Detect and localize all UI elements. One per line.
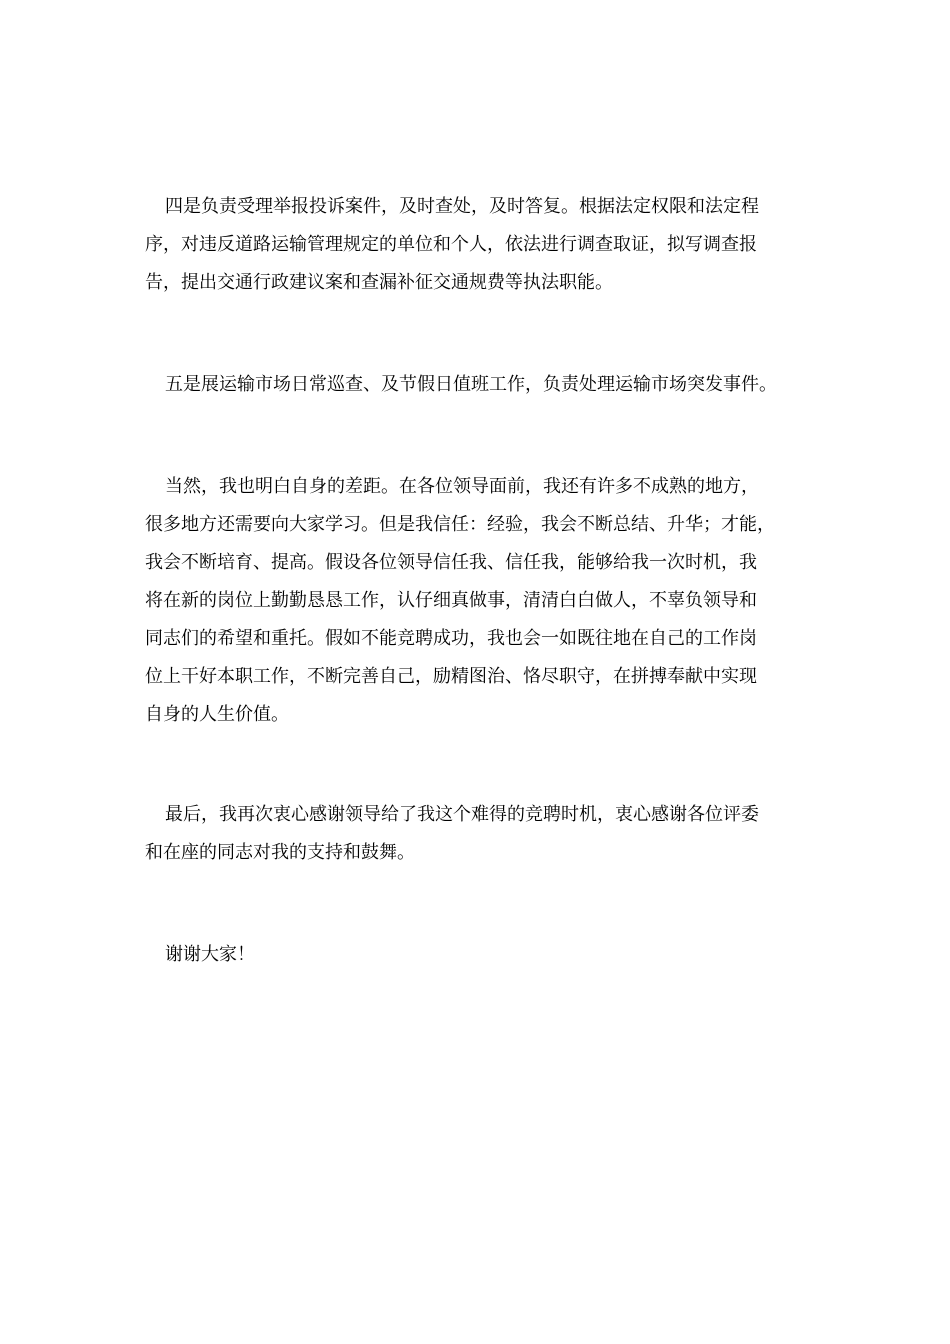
paragraph-line: 四是负责受理举报投诉案件，及时查处，及时答复。根据法定权限和法定程	[165, 196, 759, 217]
paragraph-closing	[145, 936, 815, 974]
paragraph-line: 位上干好本职工作，不断完善自己，励精图治、恪尽职守，在拼搏奉献中实现	[145, 666, 757, 687]
paragraph-line: 自身的人生价值。	[145, 704, 289, 725]
paragraph-line: 将在新的岗位上勤勤恳恳工作，认仔细真做事，清清白白做人，不辜负领导和	[145, 590, 757, 611]
paragraph-line: 很多地方还需要向大家学习。但是我信任：经验，我会不断总结、升华；才能，	[145, 514, 775, 535]
paragraph-duty-five	[145, 366, 815, 404]
paragraph-thanks	[145, 796, 815, 872]
paragraph-line: 告，提出交通行政建议案和查漏补征交通规费等执法职能。	[145, 272, 613, 293]
paragraph-line: 同志们的希望和重托。假如不能竞聘成功，我也会一如既往地在自己的工作岗	[145, 628, 757, 649]
paragraph-line: 和在座的同志对我的支持和鼓舞。	[145, 842, 415, 863]
paragraph-line: 五是展运输市场日常巡查、及节假日值班工作，负责处理运输市场突发事件。	[165, 374, 777, 395]
paragraph-line: 当然，我也明白自身的差距。在各位领导面前，我还有许多不成熟的地方，	[165, 476, 759, 497]
paragraph-self-assessment	[145, 468, 815, 734]
paragraph-duty-four	[145, 188, 815, 302]
paragraph-line: 最后，我再次衷心感谢领导给了我这个难得的竞聘时机，衷心感谢各位评委	[165, 804, 759, 825]
paragraph-line: 谢谢大家！	[165, 944, 255, 965]
paragraph-line: 序，对违反道路运输管理规定的单位和个人，依法进行调查取证，拟写调查报	[145, 234, 757, 255]
paragraph-line: 我会不断培育、提高。假设各位领导信任我、信任我，能够给我一次时机，我	[145, 552, 757, 573]
